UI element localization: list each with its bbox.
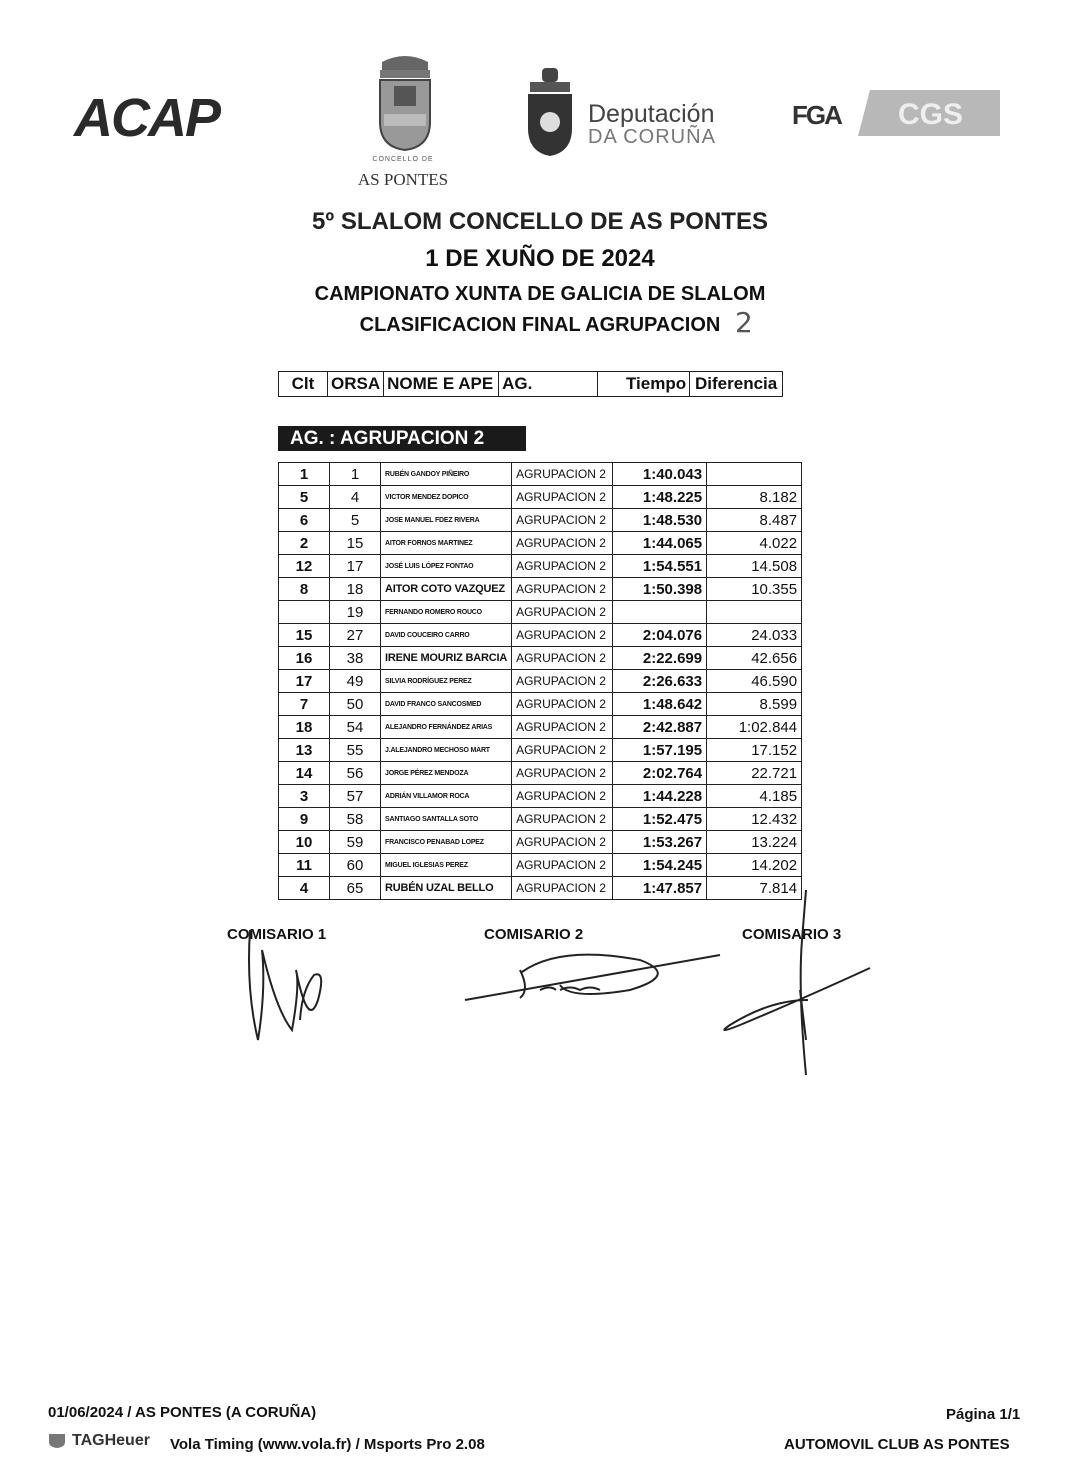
cell-orsa: 60 xyxy=(330,854,381,877)
cell-clt: 7 xyxy=(279,693,330,716)
cell-orsa: 49 xyxy=(330,670,381,693)
cell-diff xyxy=(707,601,802,624)
cell-orsa: 57 xyxy=(330,785,381,808)
cell-clt: 10 xyxy=(279,831,330,854)
cell-time: 1:48.530 xyxy=(613,509,707,532)
cell-time: 1:54.245 xyxy=(613,854,707,877)
cell-ag: AGRUPACION 2 xyxy=(512,808,613,831)
cell-time: 2:04.076 xyxy=(613,624,707,647)
championship-title: CAMPIONATO XUNTA DE GALICIA DE SLALOM xyxy=(314,283,766,305)
cell-name: SILVIA RODRÍGUEZ PEREZ xyxy=(381,670,512,693)
cell-orsa: 1 xyxy=(330,463,381,486)
commissioner-3-label: COMISARIO 3 xyxy=(742,926,842,943)
header-diferencia: Diferencia xyxy=(690,372,783,397)
cell-clt xyxy=(279,601,330,624)
fga-logo xyxy=(790,94,855,134)
cell-diff: 46.590 xyxy=(707,670,802,693)
cell-name: ALEJANDRO FERNÁNDEZ ARIAS xyxy=(381,716,512,739)
event-date: 1 DE XUÑO DE 2024 xyxy=(425,245,655,272)
table-row xyxy=(279,854,802,877)
cell-diff: 8.182 xyxy=(707,486,802,509)
cell-time: 2:22.699 xyxy=(613,647,707,670)
cell-name: DAVID COUCEIRO CARRO xyxy=(381,624,512,647)
cell-ag: AGRUPACION 2 xyxy=(512,716,613,739)
table-row xyxy=(279,831,802,854)
cell-time: 1:48.225 xyxy=(613,486,707,509)
cell-orsa: 54 xyxy=(330,716,381,739)
deputacion-name: Deputación xyxy=(588,100,715,128)
cell-orsa: 65 xyxy=(330,877,381,900)
cell-name: J.ALEJANDRO MECHOSO MART xyxy=(381,739,512,762)
cell-name: DAVID FRANCO SANCOSMED xyxy=(381,693,512,716)
table-row xyxy=(279,601,802,624)
cell-ag: AGRUPACION 2 xyxy=(512,762,613,785)
table-row xyxy=(279,647,802,670)
cell-diff: 10.355 xyxy=(707,578,802,601)
cell-orsa: 59 xyxy=(330,831,381,854)
cell-diff xyxy=(707,463,802,486)
cell-diff: 13.224 xyxy=(707,831,802,854)
event-title: 5º SLALOM CONCELLO DE AS PONTES xyxy=(312,208,768,235)
group-bar: AG. : AGRUPACION 2 xyxy=(278,426,526,451)
cell-orsa: 55 xyxy=(330,739,381,762)
cell-clt: 8 xyxy=(279,578,330,601)
cell-time: 2:42.887 xyxy=(613,716,707,739)
commissioner-2-label: COMISARIO 2 xyxy=(484,926,584,943)
cell-time: 2:26.633 xyxy=(613,670,707,693)
cell-orsa: 19 xyxy=(330,601,381,624)
cell-orsa: 27 xyxy=(330,624,381,647)
cell-diff: 24.033 xyxy=(707,624,802,647)
table-row xyxy=(279,555,802,578)
header-tiempo: Tiempo xyxy=(598,372,690,397)
cell-diff: 17.152 xyxy=(707,739,802,762)
cell-time xyxy=(613,601,707,624)
header-ag: AG. xyxy=(499,372,598,397)
cell-clt: 6 xyxy=(279,509,330,532)
concello-caption-small: CONCELLO DE xyxy=(372,156,434,163)
header-table xyxy=(278,371,783,397)
cell-diff: 8.599 xyxy=(707,693,802,716)
table-row xyxy=(279,739,802,762)
table-row xyxy=(279,578,802,601)
cell-clt: 12 xyxy=(279,555,330,578)
cell-ag: AGRUPACION 2 xyxy=(512,785,613,808)
results-table xyxy=(278,462,802,900)
svg-text:FGA: FGA xyxy=(792,100,841,130)
cell-time: 1:47.857 xyxy=(613,877,707,900)
cell-orsa: 58 xyxy=(330,808,381,831)
cell-ag: AGRUPACION 2 xyxy=(512,739,613,762)
cell-clt: 1 xyxy=(279,463,330,486)
cell-clt: 16 xyxy=(279,647,330,670)
cell-ag: AGRUPACION 2 xyxy=(512,509,613,532)
concello-caption: AS PONTES xyxy=(357,170,449,189)
cell-name: VICTOR MENDEZ DOPICO xyxy=(381,486,512,509)
cell-name: SANTIAGO SANTALLA SOTO xyxy=(381,808,512,831)
cell-clt: 3 xyxy=(279,785,330,808)
cell-time: 1:40.043 xyxy=(613,463,707,486)
table-row xyxy=(279,808,802,831)
classification-handwritten-group: 2 xyxy=(735,306,753,339)
deputacion-place: DA CORUÑA xyxy=(588,126,716,148)
cell-ag: AGRUPACION 2 xyxy=(512,624,613,647)
cell-diff: 7.814 xyxy=(707,877,802,900)
cell-name: AITOR FORNOS MARTINEZ xyxy=(381,532,512,555)
table-row xyxy=(279,877,802,900)
cell-name: IRENE MOURIZ BARCIA xyxy=(381,647,512,670)
cell-time: 1:44.228 xyxy=(613,785,707,808)
footer-timing: Vola Timing (www.vola.fr) / Msports Pro 2.08 xyxy=(170,1436,485,1453)
cell-time: 1:50.398 xyxy=(613,578,707,601)
cell-orsa: 18 xyxy=(330,578,381,601)
cell-ag: AGRUPACION 2 xyxy=(512,532,613,555)
cell-ag: AGRUPACION 2 xyxy=(512,555,613,578)
footer-brand xyxy=(48,1432,150,1450)
cell-orsa: 17 xyxy=(330,555,381,578)
signature-3 xyxy=(724,890,870,1075)
cell-time: 1:57.195 xyxy=(613,739,707,762)
table-row xyxy=(279,463,802,486)
cell-clt: 5 xyxy=(279,486,330,509)
cell-diff: 1:02.844 xyxy=(707,716,802,739)
tagheuer-shield-icon xyxy=(48,1433,66,1449)
classification-title xyxy=(0,314,1080,337)
classification-label: CLASIFICACION FINAL AGRUPACION xyxy=(359,314,721,336)
cell-clt: 17 xyxy=(279,670,330,693)
cell-name: ADRIÁN VILLAMOR ROCA xyxy=(381,785,512,808)
cell-diff: 22.721 xyxy=(707,762,802,785)
table-row xyxy=(279,785,802,808)
cell-name: JOSE MANUEL FDEZ RIVERA xyxy=(381,509,512,532)
cell-name: JOSÉ LUIS LÓPEZ FONTAO xyxy=(381,555,512,578)
cell-diff: 42.656 xyxy=(707,647,802,670)
svg-text:ACAP: ACAP xyxy=(74,88,220,146)
cell-diff: 4.022 xyxy=(707,532,802,555)
table-row xyxy=(279,670,802,693)
cell-name: FRANCISCO PENABAD LOPEZ xyxy=(381,831,512,854)
cell-ag: AGRUPACION 2 xyxy=(512,601,613,624)
cell-ag: AGRUPACION 2 xyxy=(512,486,613,509)
table-row xyxy=(279,693,802,716)
cell-ag: AGRUPACION 2 xyxy=(512,877,613,900)
cell-diff: 12.432 xyxy=(707,808,802,831)
signature-2 xyxy=(465,955,720,1000)
cell-ag: AGRUPACION 2 xyxy=(512,693,613,716)
signature-1 xyxy=(249,930,321,1040)
table-row xyxy=(279,716,802,739)
cell-time: 2:02.764 xyxy=(613,762,707,785)
footer-club: AUTOMOVIL CLUB AS PONTES xyxy=(784,1436,1010,1453)
cell-time: 1:52.475 xyxy=(613,808,707,831)
cell-clt: 9 xyxy=(279,808,330,831)
footer-page: Página 1/1 xyxy=(946,1406,1021,1423)
cell-orsa: 50 xyxy=(330,693,381,716)
deputacion-shield xyxy=(524,66,576,158)
cell-orsa: 4 xyxy=(330,486,381,509)
cell-name: RUBÉN UZAL BELLO xyxy=(381,877,512,900)
cell-clt: 13 xyxy=(279,739,330,762)
cell-time: 1:53.267 xyxy=(613,831,707,854)
table-row xyxy=(279,532,802,555)
commissioner-1-label: COMISARIO 1 xyxy=(227,926,327,943)
cell-ag: AGRUPACION 2 xyxy=(512,463,613,486)
tagheuer-logo: TAGHeuer xyxy=(72,1432,150,1449)
cell-diff: 4.185 xyxy=(707,785,802,808)
cell-ag: AGRUPACION 2 xyxy=(512,647,613,670)
acap-logo xyxy=(70,86,310,146)
cell-diff: 14.202 xyxy=(707,854,802,877)
svg-text:CGS: CGS xyxy=(898,98,964,131)
cell-name: JORGE PÉREZ MENDOZA xyxy=(381,762,512,785)
cell-name: AITOR COTO VAZQUEZ xyxy=(381,578,512,601)
header-clt: Clt xyxy=(279,372,328,397)
cell-orsa: 5 xyxy=(330,509,381,532)
cell-time: 1:44.065 xyxy=(613,532,707,555)
cell-ag: AGRUPACION 2 xyxy=(512,578,613,601)
cell-clt: 11 xyxy=(279,854,330,877)
cgs-logo xyxy=(858,90,1000,136)
cell-orsa: 15 xyxy=(330,532,381,555)
cell-name: FERNANDO ROMERO ROUCO xyxy=(381,601,512,624)
cell-ag: AGRUPACION 2 xyxy=(512,670,613,693)
header-name: NOME E APE xyxy=(384,372,499,397)
cell-time: 1:54.551 xyxy=(613,555,707,578)
cell-clt: 2 xyxy=(279,532,330,555)
cell-clt: 14 xyxy=(279,762,330,785)
cell-clt: 18 xyxy=(279,716,330,739)
cell-name: MIGUEL IGLESIAS PEREZ xyxy=(381,854,512,877)
table-row xyxy=(279,486,802,509)
cell-orsa: 38 xyxy=(330,647,381,670)
cell-ag: AGRUPACION 2 xyxy=(512,831,613,854)
concello-coat-of-arms xyxy=(370,52,440,152)
table-row xyxy=(279,624,802,647)
header-orsa: ORSA xyxy=(328,372,384,397)
cell-clt: 15 xyxy=(279,624,330,647)
cell-ag: AGRUPACION 2 xyxy=(512,854,613,877)
cell-name: RUBÉN GANDOY PIÑEIRO xyxy=(381,463,512,486)
table-row xyxy=(279,762,802,785)
footer-date-place: 01/06/2024 / AS PONTES (A CORUÑA) xyxy=(48,1404,317,1421)
cell-time: 1:48.642 xyxy=(613,693,707,716)
cell-diff: 8.487 xyxy=(707,509,802,532)
cell-orsa: 56 xyxy=(330,762,381,785)
cell-diff: 14.508 xyxy=(707,555,802,578)
cell-clt: 4 xyxy=(279,877,330,900)
table-row xyxy=(279,509,802,532)
